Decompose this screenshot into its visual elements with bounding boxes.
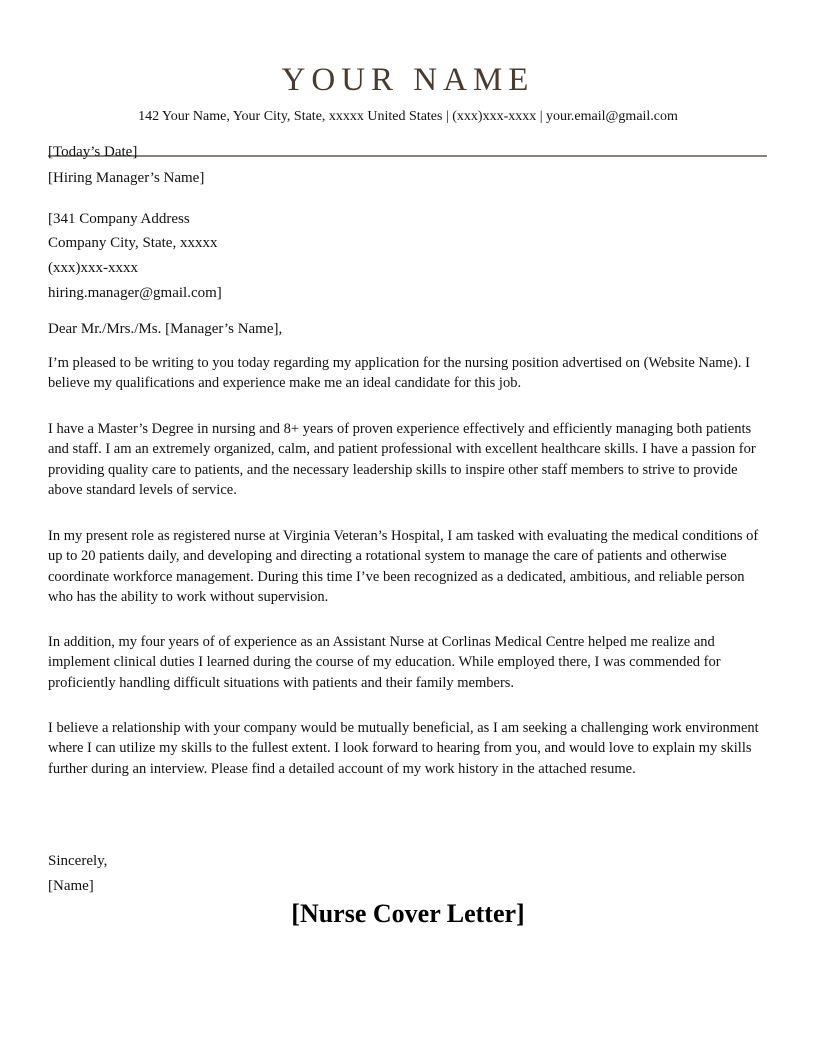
body-paragraph-2: I have a Master’s Degree in nursing and 8+ years of proven experience effectively and efficiently managing both patients and staff. I am an extremely organized, calm, and patient professional with excellent healthcare skills. I have a passion for providing quality care to patients, and the necessary leadership skills to inspire other staff members to strive to provide above standard levels of service.	[48, 421, 756, 499]
company-address-line-2: Company City, State, xxxxx	[48, 235, 218, 251]
company-phone: (xxx)xxx-xxxx	[48, 260, 138, 276]
header-divider	[48, 155, 767, 157]
document-title: [Nurse Cover Letter]	[291, 899, 525, 928]
sign-off: Sincerely,	[48, 853, 108, 869]
body-paragraph-4: In addition, my four years of of experience as an Assistant Nurse at Corlinas Medical Centre helped me realize and implement clinical duties I learned during the course of my education. While employed there, I was commended for proficiently handling difficult situations with patients and their family members.	[48, 634, 721, 691]
signature-name: [Name]	[48, 878, 94, 894]
applicant-contact-line: 142 Your Name, Your City, State, xxxxx United States | (xxx)xxx-xxxx | your.email@gmail.com	[138, 109, 678, 124]
body-paragraph-5: I believe a relationship with your company would be mutually beneficial, as I am seeking a challenging work environment where I can utilize my skills to the fullest extent. I look forward to hearing from you, and would love to explain my skills further during an interview. Please find a detailed account of my work history in the attached resume.	[48, 720, 759, 777]
date-line: [Today’s Date]	[48, 144, 138, 160]
body-paragraph-3: In my present role as registered nurse at Virginia Veteran’s Hospital, I am tasked with evaluating the medical conditions of up to 20 patients daily, and developing and directing a rotational system to manage the care of patients and otherwise coordinate workforce management. During this time I’ve been recognized as a dedicated, ambitious, and reliable person who has the ability to work without supervision.	[48, 528, 759, 606]
applicant-name-heading: YOUR NAME	[281, 62, 535, 98]
company-email: hiring.manager@gmail.com]	[48, 285, 222, 301]
body-paragraph-1: I’m pleased to be writing to you today regarding my application for the nursing position advertised on (Website Name). I believe my qualifications and experience make me an ideal candidate for this job.	[48, 355, 750, 392]
hiring-manager-name: [Hiring Manager’s Name]	[48, 170, 205, 186]
company-address-line-1: [341 Company Address	[48, 211, 190, 227]
salutation: Dear Mr./Mrs./Ms. [Manager’s Name],	[48, 321, 283, 337]
